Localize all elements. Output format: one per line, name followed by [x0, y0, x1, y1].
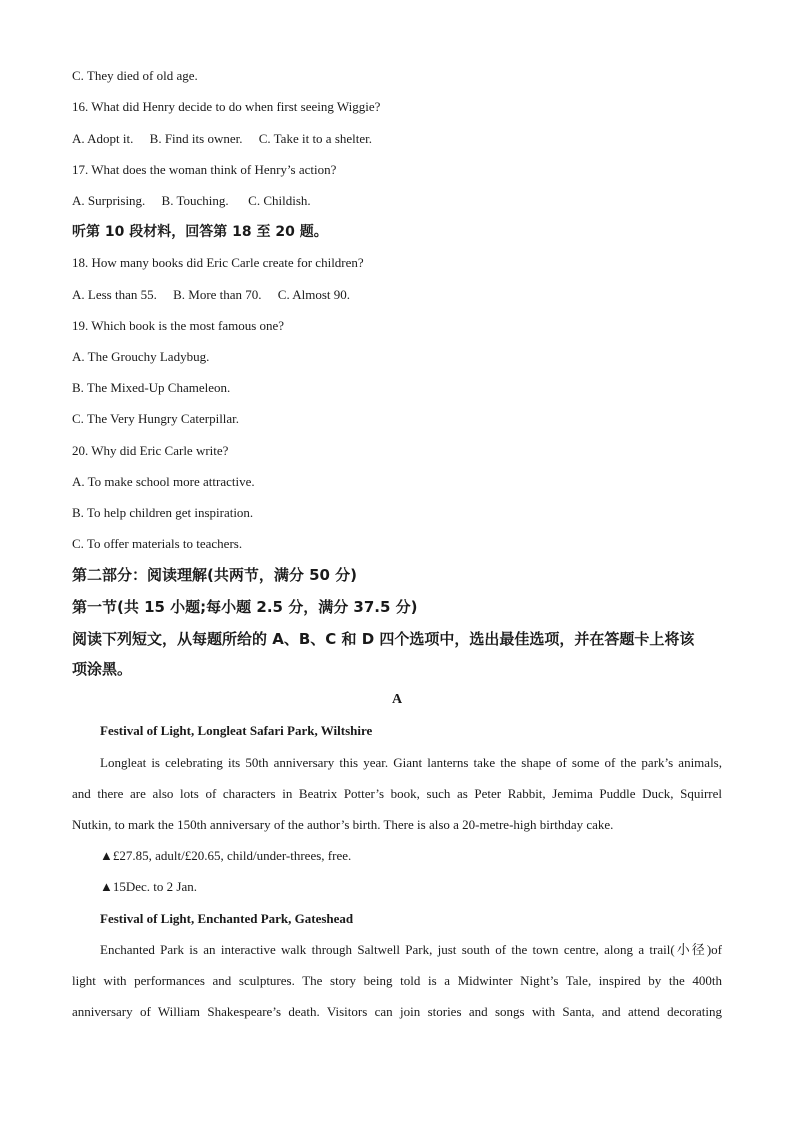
festival-title-gateshead: Festival of Light, Enchanted Park, Gateshead: [100, 911, 354, 926]
option-19b: B. The Mixed-Up Chameleon.: [72, 380, 231, 395]
longleat-dates: ▲15Dec. to 2 Jan.: [100, 879, 197, 894]
option-19a: A. The Grouchy Ladybug.: [72, 349, 210, 364]
option-15c: C. They died of old age.: [72, 68, 198, 83]
question-19: 19. Which book is the most famous one?: [72, 318, 285, 333]
section-instruction-10: 听第 10 段材料，回答第 18 至 20 题。: [72, 224, 328, 240]
paragraph-gateshead-line1: Enchanted Park is an interactive walk through Saltwell Park, just south of the town centre, along a trail(小径)of: [100, 942, 722, 957]
question-18: 18. How many books did Eric Carle create for children?: [72, 255, 364, 270]
options-18: A. Less than 55. B. More than 70. C. Almost 90.: [72, 287, 351, 302]
options-17: A. Surprising. B. Touching. C. Childish.: [72, 193, 311, 208]
question-20: 20. Why did Eric Carle write?: [72, 443, 229, 458]
reading-instructions-line2: 项涂黑。: [72, 660, 133, 678]
option-20c: C. To offer materials to teachers.: [72, 536, 243, 551]
paragraph-longleat-line1: Longleat is celebrating its 50th anniversary this year. Giant lanterns take the shape of some of the park’s animals,: [100, 755, 722, 770]
option-20a: A. To make school more attractive.: [72, 474, 255, 489]
options-16: A. Adopt it. B. Find its owner. C. Take it to a shelter.: [72, 131, 373, 146]
option-20b: B. To help children get inspiration.: [72, 505, 254, 520]
longleat-price: ▲£27.85, adult/£20.65, child/under-threes, free.: [100, 848, 352, 863]
paragraph-longleat-line3: Nutkin, to mark the 150th anniversary of the author’s birth. There is also a 20-metre-high birthday cake.: [72, 817, 614, 832]
part-two-heading: 第二部分：阅读理解(共两节，满分 50 分): [72, 566, 358, 584]
passage-letter: A: [391, 692, 403, 707]
paragraph-longleat-line2: and there are also lots of characters in Beatrix Potter’s book, such as Peter Rabbit, Jemima Puddle Duck, Squirrel: [72, 786, 722, 801]
reading-instructions-line1: 阅读下列短文，从每题所给的 A、B、C 和 D 四个选项中，选出最佳选项，并在答题卡上将该: [72, 630, 695, 648]
paragraph-gateshead-line3: anniversary of William Shakespeare’s death. Visitors can join stories and songs with Santa, and attend decorating: [72, 1004, 722, 1019]
question-16: 16. What did Henry decide to do when first seeing Wiggie?: [72, 99, 381, 114]
question-17: 17. What does the woman think of Henry’s action?: [72, 162, 337, 177]
section-one-heading: 第一节(共 15 小题;每小题 2.5 分，满分 37.5 分): [72, 598, 418, 616]
paragraph-gateshead-line2: light with performances and sculptures. The story being told is a Midwinter Night’s Tale, inspired by the 400th: [72, 973, 722, 988]
festival-title-longleat: Festival of Light, Longleat Safari Park, Wiltshire: [100, 723, 373, 738]
option-19c: C. The Very Hungry Caterpillar.: [72, 411, 240, 426]
